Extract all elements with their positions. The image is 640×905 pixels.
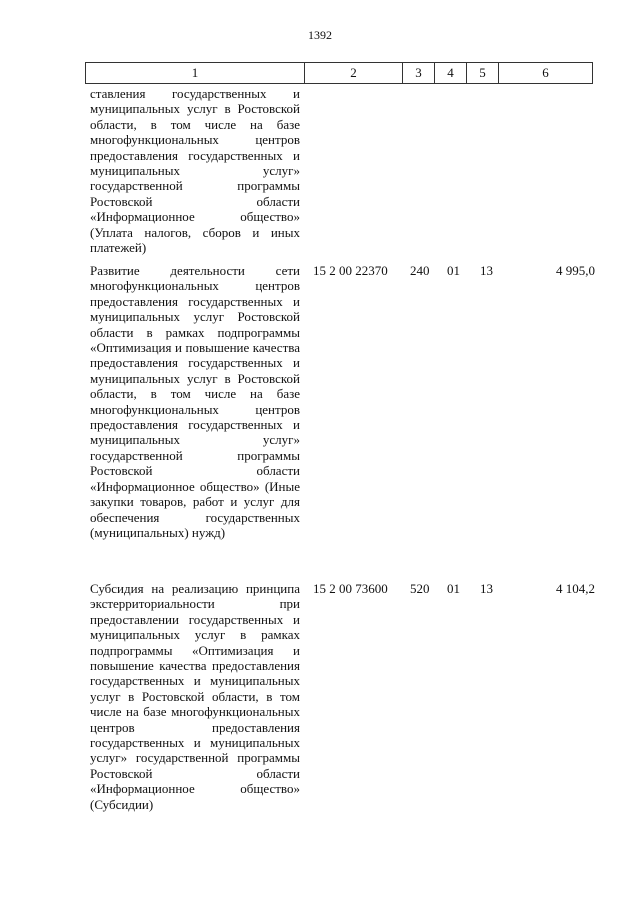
header-col-5: 5	[467, 63, 499, 84]
row-amount: 4 104,2	[556, 581, 595, 596]
row-description: Развитие деятельности сети многофункциональных центров предоставления государственных и муниципальных услуг Ростовской области в рамках подпрограммы «Оптимизация и повышение качества предоставления государственных и муниципальных услуг в Ростовской области, в том числе на базе многофункциональных центров предоставления государственных и муниципальных услуг» государственной программы Ростовской области «Информационное общество» (Иные закупки товаров, работ и услуг для обеспечения государственных (муниципальных) нужд)	[90, 263, 300, 540]
row-subsection: 13	[480, 581, 493, 596]
row-section: 01	[447, 581, 460, 596]
row-subsection: 13	[480, 263, 493, 278]
row-section: 01	[447, 263, 460, 278]
row-expense-type: 240	[410, 263, 430, 278]
row-target-article: 15 2 00 73600	[313, 581, 388, 596]
header-col-3: 3	[403, 63, 435, 84]
header-col-2: 2	[305, 63, 403, 84]
table-header	[85, 62, 593, 84]
row-description: Субсидия на реализацию принципа экстерриториальности при предоставлении государственных и муниципальных услуг в рамках подпрограммы «Оптимизация и повышение качества предоставления государственных и муниципальных услуг в Ростовской области, в том числе на базе многофункциональных центров предоставления государственных и муниципальных услуг» государственной программы Ростовской области «Информационное общество» (Субсидии)	[90, 581, 300, 812]
row-expense-type: 520	[410, 581, 430, 596]
header-col-1: 1	[86, 63, 305, 84]
header-col-4: 4	[435, 63, 467, 84]
header-col-6: 6	[499, 63, 593, 84]
row-target-article: 15 2 00 22370	[313, 263, 388, 278]
row-amount: 4 995,0	[556, 263, 595, 278]
row-description: ставления государственных и муниципальных услуг в Ростовской области, в том числе на базе многофункциональных центров предоставления государственных и муниципальных услуг» государственной программы Ростовской области «Информационное общество» (Уплата налогов, сборов и иных платежей)	[90, 86, 300, 256]
page-number: 1392	[308, 28, 332, 42]
